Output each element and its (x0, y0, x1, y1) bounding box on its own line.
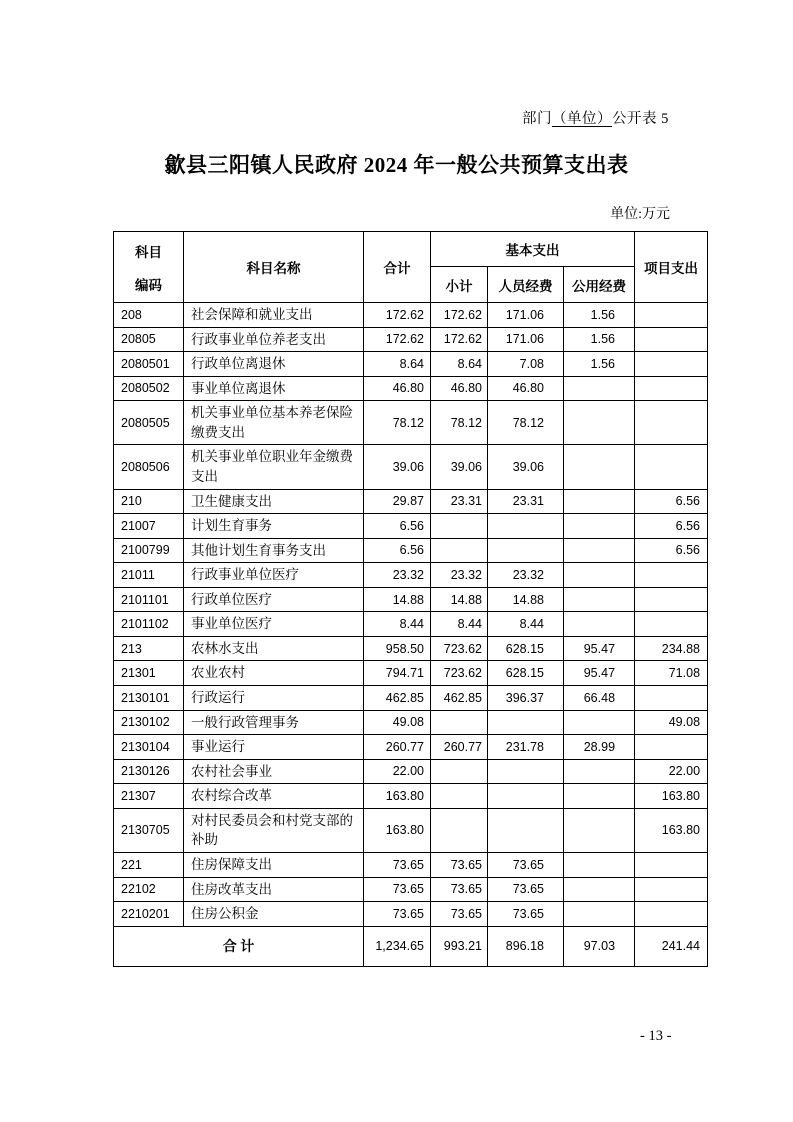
cell-subtotal (431, 710, 488, 735)
total-row-total: 1,234.65 (364, 926, 431, 966)
cell-subtotal: 23.32 (431, 563, 488, 588)
total-row-public: 97.03 (564, 926, 635, 966)
cell-code: 20805 (114, 327, 184, 352)
corner-label-prefix: 部门 (522, 111, 552, 127)
cell-name: 农业农村 (184, 661, 364, 686)
cell-subtotal: 723.62 (431, 636, 488, 661)
cell-public (564, 784, 635, 809)
cell-subtotal (431, 538, 488, 563)
table-row (114, 489, 708, 514)
cell-name: 行政事业单位养老支出 (184, 327, 364, 352)
cell-project: 6.56 (635, 514, 708, 539)
cell-public (564, 808, 635, 852)
cell-subtotal: 39.06 (431, 445, 488, 489)
cell-code: 2080505 (114, 401, 184, 445)
table-row (114, 686, 708, 711)
col-header-subtotal: 小计 (431, 267, 488, 303)
cell-personnel (488, 759, 564, 784)
cell-personnel: 78.12 (488, 401, 564, 445)
cell-code: 21307 (114, 784, 184, 809)
cell-total: 163.80 (364, 784, 431, 809)
cell-total: 6.56 (364, 538, 431, 563)
cell-personnel: 39.06 (488, 445, 564, 489)
cell-public (564, 538, 635, 563)
cell-project (635, 563, 708, 588)
cell-personnel: 628.15 (488, 661, 564, 686)
col-header-name: 科目名称 (184, 232, 364, 303)
cell-total: 78.12 (364, 401, 431, 445)
cell-public: 1.56 (564, 303, 635, 328)
cell-name: 农林水支出 (184, 636, 364, 661)
cell-subtotal (431, 784, 488, 809)
cell-personnel (488, 514, 564, 539)
cell-personnel: 14.88 (488, 587, 564, 612)
cell-personnel: 396.37 (488, 686, 564, 711)
col-header-basic-group: 基本支出 (431, 232, 635, 267)
table-header (114, 232, 708, 303)
cell-public (564, 759, 635, 784)
cell-code: 2130126 (114, 759, 184, 784)
cell-public (564, 852, 635, 877)
cell-personnel: 231.78 (488, 735, 564, 760)
page-number: - 13 - (640, 1028, 672, 1044)
cell-total: 172.62 (364, 303, 431, 328)
cell-total: 29.87 (364, 489, 431, 514)
cell-name: 农村社会事业 (184, 759, 364, 784)
table-row (114, 376, 708, 401)
cell-total: 22.00 (364, 759, 431, 784)
cell-subtotal: 723.62 (431, 661, 488, 686)
cell-personnel (488, 538, 564, 563)
cell-personnel: 46.80 (488, 376, 564, 401)
cell-subtotal: 78.12 (431, 401, 488, 445)
cell-subtotal: 23.31 (431, 489, 488, 514)
cell-code: 2130101 (114, 686, 184, 711)
cell-subtotal: 8.64 (431, 352, 488, 377)
cell-public: 95.47 (564, 661, 635, 686)
cell-total: 23.32 (364, 563, 431, 588)
cell-code: 2101102 (114, 612, 184, 637)
cell-total: 6.56 (364, 514, 431, 539)
cell-name: 事业单位离退休 (184, 376, 364, 401)
cell-name: 一般行政管理事务 (184, 710, 364, 735)
cell-project (635, 852, 708, 877)
page-title: 歙县三阳镇人民政府 2024 年一般公共预算支出表 (164, 153, 629, 177)
cell-subtotal (431, 808, 488, 852)
cell-personnel: 7.08 (488, 352, 564, 377)
cell-code: 221 (114, 852, 184, 877)
col-header-total: 合计 (364, 232, 431, 303)
cell-personnel (488, 710, 564, 735)
cell-name: 事业单位医疗 (184, 612, 364, 637)
cell-project (635, 877, 708, 902)
table-row (114, 587, 708, 612)
col-header-personnel: 人员经费 (488, 267, 564, 303)
corner-label-unit: （单位） (552, 111, 612, 127)
cell-code: 2130104 (114, 735, 184, 760)
cell-total: 958.50 (364, 636, 431, 661)
cell-code: 2080506 (114, 445, 184, 489)
budget-table (113, 231, 708, 967)
cell-code: 2210201 (114, 902, 184, 927)
table-row (114, 784, 708, 809)
total-row (114, 926, 708, 966)
cell-project (635, 303, 708, 328)
cell-project (635, 686, 708, 711)
cell-personnel: 23.32 (488, 563, 564, 588)
cell-name: 机关事业单位职业年金缴费支出 (184, 445, 364, 489)
cell-public: 66.48 (564, 686, 635, 711)
cell-public (564, 612, 635, 637)
cell-name: 机关事业单位基本养老保险缴费支出 (184, 401, 364, 445)
cell-name: 事业运行 (184, 735, 364, 760)
cell-project: 234.88 (635, 636, 708, 661)
cell-subtotal: 260.77 (431, 735, 488, 760)
cell-total: 49.08 (364, 710, 431, 735)
col-header-code-line2: 编码 (135, 277, 162, 293)
cell-name: 行政运行 (184, 686, 364, 711)
cell-name: 行政单位医疗 (184, 587, 364, 612)
cell-code: 21011 (114, 563, 184, 588)
cell-name: 行政事业单位医疗 (184, 563, 364, 588)
cell-project (635, 612, 708, 637)
cell-project: 163.80 (635, 784, 708, 809)
cell-public (564, 489, 635, 514)
table-row (114, 445, 708, 489)
cell-public: 1.56 (564, 352, 635, 377)
cell-name: 住房公积金 (184, 902, 364, 927)
cell-code: 2080501 (114, 352, 184, 377)
cell-project: 71.08 (635, 661, 708, 686)
table-body (114, 303, 708, 927)
cell-code: 2130705 (114, 808, 184, 852)
cell-personnel: 171.06 (488, 327, 564, 352)
cell-total: 73.65 (364, 902, 431, 927)
cell-public (564, 563, 635, 588)
cell-total: 163.80 (364, 808, 431, 852)
cell-personnel: 73.65 (488, 902, 564, 927)
table-row (114, 852, 708, 877)
cell-public (564, 710, 635, 735)
cell-name: 对村民委员会和村党支部的补助 (184, 808, 364, 852)
cell-personnel (488, 784, 564, 809)
cell-name: 其他计划生育事务支出 (184, 538, 364, 563)
table-row (114, 636, 708, 661)
cell-project: 6.56 (635, 538, 708, 563)
cell-public: 95.47 (564, 636, 635, 661)
cell-name: 住房改革支出 (184, 877, 364, 902)
cell-project (635, 902, 708, 927)
cell-code: 21301 (114, 661, 184, 686)
table-row (114, 877, 708, 902)
table-row (114, 710, 708, 735)
table-row (114, 303, 708, 328)
cell-public (564, 877, 635, 902)
cell-subtotal: 46.80 (431, 376, 488, 401)
cell-project (635, 327, 708, 352)
unit-label: 单位:万元 (610, 207, 670, 222)
total-row-project: 241.44 (635, 926, 708, 966)
table-row (114, 401, 708, 445)
cell-name: 住房保障支出 (184, 852, 364, 877)
cell-total: 39.06 (364, 445, 431, 489)
cell-public (564, 587, 635, 612)
table-row (114, 514, 708, 539)
cell-public (564, 401, 635, 445)
total-row-personnel: 896.18 (488, 926, 564, 966)
cell-code: 21007 (114, 514, 184, 539)
table-row (114, 612, 708, 637)
cell-public: 1.56 (564, 327, 635, 352)
table-row (114, 661, 708, 686)
cell-subtotal: 172.62 (431, 303, 488, 328)
table-row (114, 759, 708, 784)
col-header-public: 公用经费 (564, 267, 635, 303)
cell-total: 73.65 (364, 852, 431, 877)
cell-total: 462.85 (364, 686, 431, 711)
cell-total: 172.62 (364, 327, 431, 352)
cell-personnel: 23.31 (488, 489, 564, 514)
cell-total: 73.65 (364, 877, 431, 902)
cell-code: 2101101 (114, 587, 184, 612)
cell-project: 6.56 (635, 489, 708, 514)
cell-project (635, 445, 708, 489)
cell-total: 14.88 (364, 587, 431, 612)
total-row-subtotal: 993.21 (431, 926, 488, 966)
cell-project (635, 735, 708, 760)
cell-personnel: 171.06 (488, 303, 564, 328)
cell-personnel (488, 808, 564, 852)
cell-subtotal (431, 759, 488, 784)
corner-label (522, 107, 669, 128)
col-header-code-line1: 科目 (135, 244, 162, 260)
cell-project (635, 401, 708, 445)
table-row (114, 808, 708, 852)
cell-code: 210 (114, 489, 184, 514)
cell-public: 28.99 (564, 735, 635, 760)
cell-public (564, 445, 635, 489)
cell-code: 2080502 (114, 376, 184, 401)
cell-name: 卫生健康支出 (184, 489, 364, 514)
cell-code: 208 (114, 303, 184, 328)
cell-public (564, 902, 635, 927)
cell-total: 794.71 (364, 661, 431, 686)
cell-code: 2130102 (114, 710, 184, 735)
cell-name: 农村综合改革 (184, 784, 364, 809)
cell-personnel: 73.65 (488, 877, 564, 902)
cell-project (635, 352, 708, 377)
cell-total: 260.77 (364, 735, 431, 760)
cell-public (564, 514, 635, 539)
table-row (114, 902, 708, 927)
corner-label-suffix: 公开表 5 (612, 111, 669, 127)
table-row (114, 352, 708, 377)
cell-name: 行政单位离退休 (184, 352, 364, 377)
cell-personnel: 73.65 (488, 852, 564, 877)
cell-total: 8.44 (364, 612, 431, 637)
cell-subtotal: 462.85 (431, 686, 488, 711)
cell-subtotal: 73.65 (431, 852, 488, 877)
cell-project: 22.00 (635, 759, 708, 784)
col-header-project: 项目支出 (635, 232, 708, 303)
cell-code: 2100799 (114, 538, 184, 563)
cell-subtotal: 8.44 (431, 612, 488, 637)
cell-personnel: 8.44 (488, 612, 564, 637)
total-row-label: 合 计 (114, 926, 364, 966)
cell-code: 213 (114, 636, 184, 661)
table-row (114, 538, 708, 563)
col-header-code (114, 232, 184, 303)
cell-project (635, 587, 708, 612)
cell-total: 46.80 (364, 376, 431, 401)
table-footer (114, 926, 708, 966)
cell-subtotal: 73.65 (431, 877, 488, 902)
cell-subtotal: 14.88 (431, 587, 488, 612)
cell-project (635, 376, 708, 401)
table-row (114, 327, 708, 352)
cell-personnel: 628.15 (488, 636, 564, 661)
table-row (114, 563, 708, 588)
cell-code: 22102 (114, 877, 184, 902)
cell-subtotal (431, 514, 488, 539)
cell-name: 社会保障和就业支出 (184, 303, 364, 328)
cell-project: 163.80 (635, 808, 708, 852)
table-row (114, 735, 708, 760)
cell-project: 49.08 (635, 710, 708, 735)
cell-name: 计划生育事务 (184, 514, 364, 539)
cell-total: 8.64 (364, 352, 431, 377)
cell-subtotal: 73.65 (431, 902, 488, 927)
cell-subtotal: 172.62 (431, 327, 488, 352)
cell-public (564, 376, 635, 401)
